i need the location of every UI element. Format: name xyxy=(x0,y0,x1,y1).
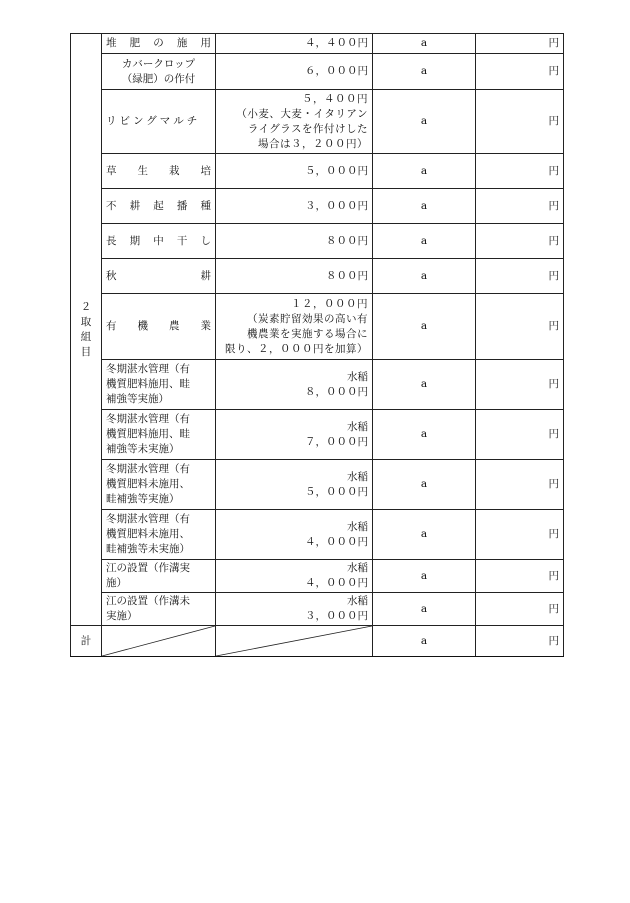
yen-unit: 円 xyxy=(476,154,564,189)
rate-value: 水稲 ３，０００円 xyxy=(216,593,373,626)
table-row xyxy=(71,154,564,189)
section-label: ２ 取 組 目 xyxy=(71,34,102,626)
area-unit: a xyxy=(373,294,476,360)
diagonal-blank-cell xyxy=(102,626,216,657)
yen-unit: 円 xyxy=(476,259,564,294)
rate-value: ３，０００円 xyxy=(216,189,373,224)
area-unit: a xyxy=(373,54,476,90)
item-name: 江の設置（作溝未 実施） xyxy=(102,593,216,626)
item-name: 冬期湛水管理（有 機質肥料施用、畦 補強等実施） xyxy=(102,360,216,410)
item-name: 冬期湛水管理（有 機質肥料未施用、 畦補強等未実施） xyxy=(102,510,216,560)
table-row xyxy=(71,90,564,154)
table-row xyxy=(71,360,564,410)
rate-value: ８００円 xyxy=(216,224,373,259)
subsidy-table xyxy=(70,33,564,657)
item-name: 冬期湛水管理（有 機質肥料未施用、 畦補強等実施） xyxy=(102,460,216,510)
rate-value: 水稲 ４，０００円 xyxy=(216,560,373,593)
item-name: 有 機 農 業 xyxy=(102,294,216,360)
table-row xyxy=(71,189,564,224)
table-row xyxy=(71,259,564,294)
table-row xyxy=(71,294,564,360)
item-name: 不 耕 起 播 種 xyxy=(102,189,216,224)
area-unit: a xyxy=(373,224,476,259)
area-unit: a xyxy=(373,410,476,460)
yen-unit: 円 xyxy=(476,626,564,657)
area-unit: a xyxy=(373,259,476,294)
area-unit: a xyxy=(373,90,476,154)
rate-value: 水稲 ４，０００円 xyxy=(216,510,373,560)
item-name: カバークロップ （緑肥）の作付 xyxy=(102,54,216,90)
area-unit: a xyxy=(373,593,476,626)
area-unit: a xyxy=(373,560,476,593)
rate-value: ５，０００円 xyxy=(216,154,373,189)
yen-unit: 円 xyxy=(476,189,564,224)
table-row xyxy=(71,593,564,626)
item-name: 冬期湛水管理（有 機質肥料施用、畦 補強等未実施） xyxy=(102,410,216,460)
table-row xyxy=(71,34,564,54)
yen-unit: 円 xyxy=(476,34,564,54)
area-unit: a xyxy=(373,154,476,189)
area-unit: a xyxy=(373,34,476,54)
diagonal-line xyxy=(216,626,372,656)
table-row xyxy=(71,54,564,90)
yen-unit: 円 xyxy=(476,560,564,593)
rate-value: ４，４００円 xyxy=(216,34,373,54)
yen-unit: 円 xyxy=(476,224,564,259)
rate-value: ８００円 xyxy=(216,259,373,294)
yen-unit: 円 xyxy=(476,54,564,90)
table-row xyxy=(71,410,564,460)
table-row xyxy=(71,510,564,560)
yen-unit: 円 xyxy=(476,460,564,510)
total-label: 計 xyxy=(71,626,102,657)
item-name: 長 期 中 干 し xyxy=(102,224,216,259)
area-unit: a xyxy=(373,626,476,657)
area-unit: a xyxy=(373,360,476,410)
yen-unit: 円 xyxy=(476,90,564,154)
yen-unit: 円 xyxy=(476,410,564,460)
area-unit: a xyxy=(373,460,476,510)
total-row xyxy=(71,626,564,657)
item-name: リビングマルチ xyxy=(102,90,216,154)
table-row xyxy=(71,560,564,593)
item-name: 江の設置（作溝実 施） xyxy=(102,560,216,593)
rate-value: １２，０００円 （炭素貯留効果の高い有 機農業を実施する場合に 限り、２，０００円を加算） xyxy=(216,294,373,360)
yen-unit: 円 xyxy=(476,593,564,626)
area-unit: a xyxy=(373,189,476,224)
diagonal-line xyxy=(102,626,215,656)
item-name: 草 生 栽 培 xyxy=(102,154,216,189)
rate-value: 水稲 ８，０００円 xyxy=(216,360,373,410)
yen-unit: 円 xyxy=(476,294,564,360)
rate-value: ６，０００円 xyxy=(216,54,373,90)
area-unit: a xyxy=(373,510,476,560)
yen-unit: 円 xyxy=(476,510,564,560)
diagonal-blank-cell xyxy=(216,626,373,657)
item-name: 秋 耕 xyxy=(102,259,216,294)
rate-value: 水稲 ５，０００円 xyxy=(216,460,373,510)
table-row xyxy=(71,224,564,259)
rate-value: ５，４００円 （小麦、大麦・イタリアン ライグラスを作付けした 場合は３，２００円） xyxy=(216,90,373,154)
item-name: 堆 肥 の 施 用 xyxy=(102,34,216,54)
yen-unit: 円 xyxy=(476,360,564,410)
rate-value: 水稲 ７，０００円 xyxy=(216,410,373,460)
table-row xyxy=(71,460,564,510)
